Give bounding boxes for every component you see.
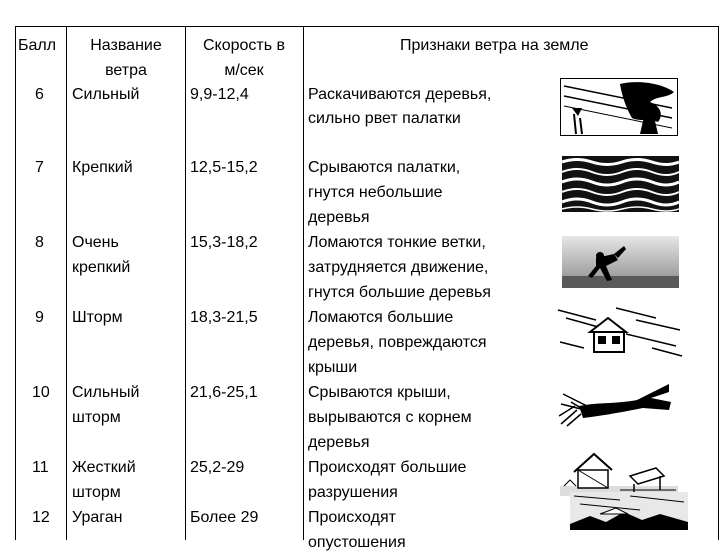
row-signs: Ломаются тонкие ветки, xyxy=(308,234,486,251)
row-signs: Происходят xyxy=(308,509,396,526)
damaged-house-icon xyxy=(560,446,678,496)
row-score: 10 xyxy=(32,384,50,401)
column-divider-2 xyxy=(66,26,67,540)
row-name: шторм xyxy=(72,484,121,501)
header-top-border xyxy=(15,26,718,27)
row-signs: деревья xyxy=(308,209,370,226)
row-signs: деревья, повреждаются xyxy=(308,334,487,351)
devastation-icon xyxy=(570,492,688,530)
header-speed-line2: м/сек xyxy=(224,62,264,79)
row-signs: гнутся большие деревья xyxy=(308,284,491,301)
row-score: 7 xyxy=(35,159,44,176)
row-score: 6 xyxy=(35,86,44,103)
row-name: Шторм xyxy=(72,309,123,326)
waves-icon xyxy=(562,156,679,212)
row-name: шторм xyxy=(72,409,121,426)
row-speed: Более 29 xyxy=(190,509,259,526)
row-speed: 15,3-18,2 xyxy=(190,234,258,251)
column-divider-4 xyxy=(303,26,304,540)
row-signs: разрушения xyxy=(308,484,398,501)
row-speed: 12,5-15,2 xyxy=(190,159,258,176)
row-score: 9 xyxy=(35,309,44,326)
row-name: Ураган xyxy=(72,509,123,526)
row-speed: 25,2-29 xyxy=(190,459,245,476)
column-divider-5 xyxy=(718,26,719,540)
row-signs: вырываются с корнем xyxy=(308,409,472,426)
row-score: 12 xyxy=(32,509,50,526)
column-divider-3 xyxy=(185,26,186,540)
row-signs: Происходят большие xyxy=(308,459,467,476)
house-in-storm-icon xyxy=(556,306,684,358)
row-speed: 18,3-21,5 xyxy=(190,309,258,326)
row-signs: сильно рвет палатки xyxy=(308,110,461,127)
row-name: Очень xyxy=(72,234,119,251)
row-signs: опустошения xyxy=(308,534,406,551)
row-signs: гнутся небольшие xyxy=(308,184,443,201)
row-signs: Срываются крыши, xyxy=(308,384,451,401)
header-signs: Признаки ветра на земле xyxy=(400,37,589,54)
row-speed: 21,6-25,1 xyxy=(190,384,258,401)
row-name: Сильный xyxy=(72,86,140,103)
row-signs: Срываются палатки, xyxy=(308,159,461,176)
row-name: Жесткий xyxy=(72,459,136,476)
row-score: 8 xyxy=(35,234,44,251)
header-name-line1: Название xyxy=(90,37,162,54)
row-speed: 9,9-12,4 xyxy=(190,86,249,103)
row-score: 11 xyxy=(32,459,49,476)
row-name: Сильный xyxy=(72,384,140,401)
uprooted-tree-icon xyxy=(557,376,675,428)
row-signs: Ломаются большие xyxy=(308,309,454,326)
row-signs: крыши xyxy=(308,359,358,376)
row-signs: затрудняется движение, xyxy=(308,259,489,276)
row-name: Крепкий xyxy=(72,159,133,176)
row-signs: деревья xyxy=(308,434,370,451)
row-signs: Раскачиваются деревья, xyxy=(308,86,492,103)
header-name-line2: ветра xyxy=(105,62,147,79)
header-speed-line1: Скорость в xyxy=(202,37,286,54)
person-against-wind-icon xyxy=(562,236,679,288)
header-score: Балл xyxy=(18,37,57,54)
column-divider-1 xyxy=(15,26,16,540)
tree-in-wind-icon xyxy=(560,78,678,136)
row-name: крепкий xyxy=(72,259,131,276)
